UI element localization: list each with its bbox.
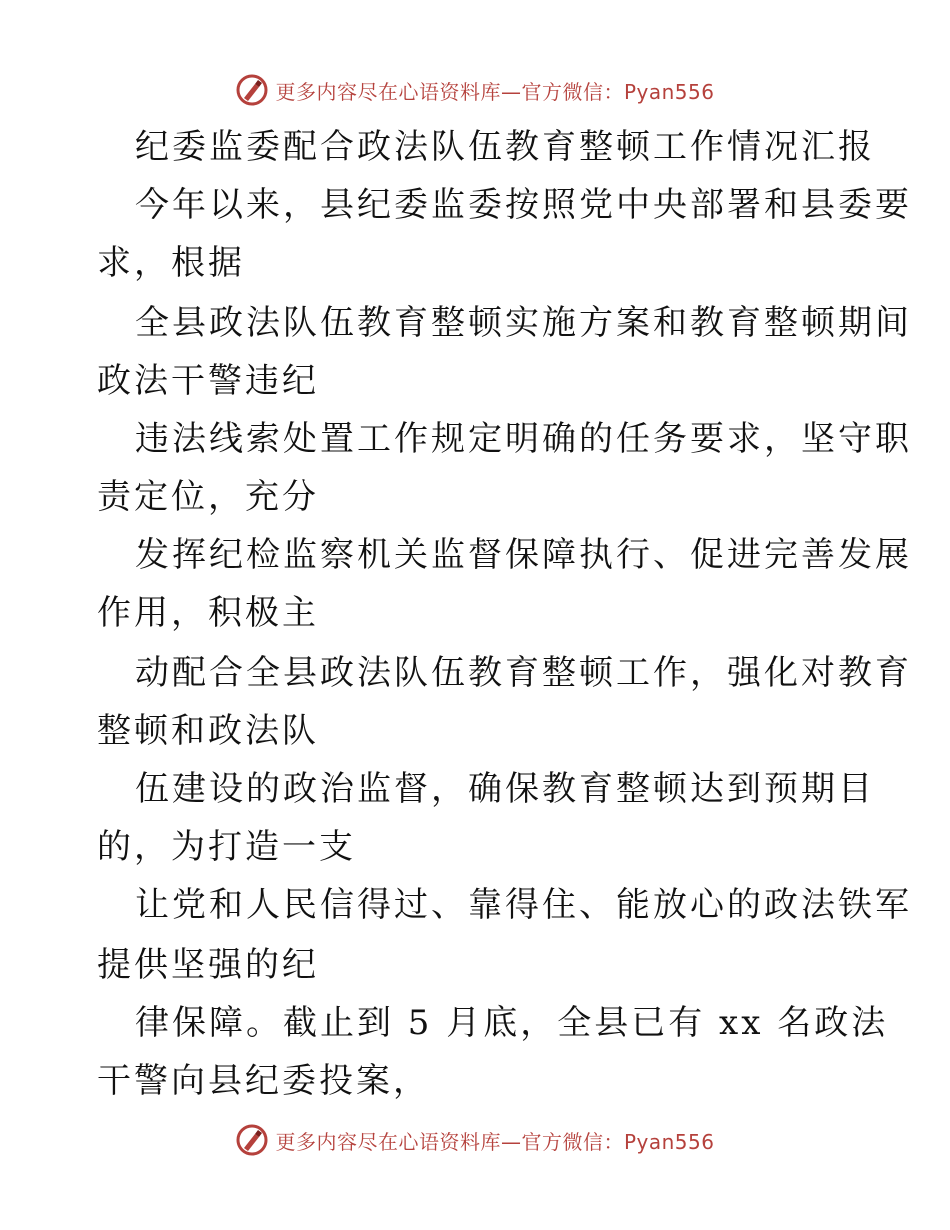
footer-banner — [0, 1120, 950, 1160]
text-line: 干警向县纪委投案， — [97, 1061, 430, 1101]
text-line: 整顿和政法队 — [97, 711, 319, 751]
text-line: 求，根据 — [97, 243, 245, 283]
document-title: 纪委监委配合政法队伍教育整顿工作情况汇报 — [135, 127, 875, 167]
header-banner-text: 更多内容尽在心语资料库—官方微信：Pyan556 — [275, 79, 715, 104]
footer-banner-text: 更多内容尽在心语资料库—官方微信：Pyan556 — [275, 1129, 715, 1154]
pen-logo-icon — [235, 1123, 269, 1157]
text-line: 律保障。截止到 5 月底，全县已有 xx 名政法 — [135, 1003, 889, 1043]
text-line: 提供坚强的纪 — [97, 945, 319, 985]
text-line: 的，为打造一支 — [97, 827, 356, 867]
text-line: 作用，积极主 — [97, 593, 319, 633]
header-banner — [0, 70, 950, 110]
text-line: 发挥纪检监察机关监督保障执行、促进完善发展 — [135, 535, 912, 575]
text-line: 责定位，充分 — [97, 477, 319, 517]
text-line: 动配合全县政法队伍教育整顿工作，强化对教育 — [135, 653, 912, 693]
text-line: 政法干警违纪 — [97, 361, 319, 401]
text-line: 全县政法队伍教育整顿实施方案和教育整顿期间 — [135, 303, 912, 343]
text-line: 违法线索处置工作规定明确的任务要求，坚守职 — [135, 419, 912, 459]
text-line: 今年以来，县纪委监委按照党中央部署和县委要 — [135, 185, 912, 225]
pen-logo-icon — [235, 73, 269, 107]
text-line: 伍建设的政治监督，确保教育整顿达到预期目 — [135, 769, 875, 809]
text-line: 让党和人民信得过、靠得住、能放心的政法铁军 — [135, 885, 912, 925]
